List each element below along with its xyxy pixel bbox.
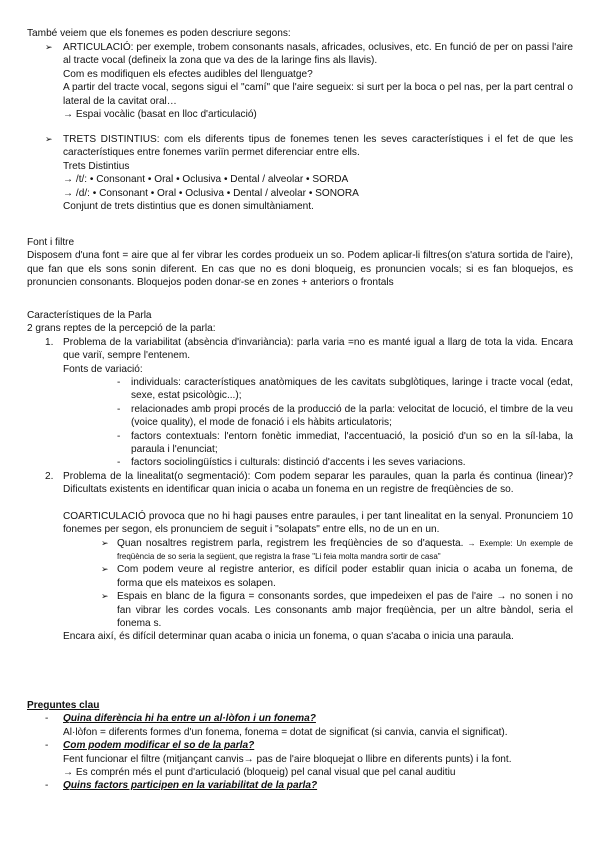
parla-item-2-text: Problema de la linealitat(o segmentació): Com podem separar les paraules, quan la parla és continua (linear)? Dificultats existents en identificar quan inicia o acaba un fonema en un registre de freqüències de so. xyxy=(63,470,573,496)
coart-item-main: Quan nosaltres registrem parla, registrem les freqüències de so d'aquesta. xyxy=(117,537,468,549)
font-variacio-item xyxy=(27,403,573,430)
articulacio-line-4: → Espai vocàlic (basat en lloc d'articulació) xyxy=(63,109,257,121)
font-variacio-item xyxy=(27,430,573,457)
trets-line-5: Conjunt de trets distintius que es donen simultàniament. xyxy=(63,201,314,213)
trets-line-3: → /t/: • Consonant • Oral • Oclusiva • Dental / alveolar • SORDA xyxy=(63,174,349,186)
question-text: Quins factors participen en la variabilitat de la parla? xyxy=(63,780,318,792)
coart-item xyxy=(27,590,573,630)
trets-section xyxy=(27,133,573,213)
parla-item-1-text: Problema de la variabilitat (absència d'invariància): parla varia =no es manté igual a llarg de tota la vida. Encara que variï, sempre l'entenem. xyxy=(63,336,573,362)
spacer xyxy=(63,497,573,510)
articulacio-line-3: A partir del tracte vocal, segons sigui el "camí" que l'aire segueix: si surt per la boca o pel nas, per la part central o lateral de la cavitat oral… xyxy=(63,82,573,107)
item-number: 1. xyxy=(45,336,54,348)
font-variacio-text: factors contextuals: l'entorn fonètic immediat, l'accentuació, la posició d'un so en la síl·laba, la paraula i l'enunciat; xyxy=(131,430,573,456)
arrow-bullet-icon: ➢ xyxy=(101,591,109,602)
answer-text: Fent funcionar el filtre (mitjançant canvis→ pas de l'aire bloquejat o llibre en diferents punts) i la font. xyxy=(63,753,512,765)
font-variacio-text: factors sociolingüístics i culturals: distinció d'accents i les seves variacions. xyxy=(131,457,466,469)
dash-bullet: - xyxy=(117,430,121,442)
font-title: Font i filtre xyxy=(27,237,75,248)
coart-item-example: → Exemple: Un exemple de freqüència de so seria la següent, que registra la frase "Li feia molta mandra sortir de casa" xyxy=(117,538,573,561)
trets-line-1: TRETS DISTINTIUS: com els diferents tipus de fonemes tenen les seves característiques i el fet de que les característiques entre fonemes variïn permet diferenciar entre ells. xyxy=(63,134,573,159)
trets-line-4: → /d/: • Consonant • Oral • Oclusiva • Dental / alveolar • SONORA xyxy=(63,187,359,199)
dash-bullet: - xyxy=(45,740,49,752)
parla-item-1 xyxy=(27,336,573,376)
closing-text: Encara així, és difícil determinar quan acaba o inicia un fonema, o quan s'acaba o inicia una paraula. xyxy=(63,631,514,643)
font-variacio-item xyxy=(27,456,573,469)
parla-section xyxy=(27,309,573,644)
closing-paragraph xyxy=(27,630,573,643)
font-variacio-text: relacionades amb propi procés de la producció de la parla: velocitat de locució, el timbre de la veu (voice quality), el mode de fonació i els hàbits articulatoris; xyxy=(131,403,573,429)
arrow-bullet-icon: ➢ xyxy=(101,564,109,575)
answer-text: → Es comprén més el punt d'articulació (bloqueig) pel canal visual que pel canal auditiu xyxy=(63,767,456,779)
dash-bullet: - xyxy=(117,403,121,415)
dash-bullet: - xyxy=(117,377,121,389)
question-item xyxy=(27,739,573,779)
articulacio-item xyxy=(27,41,573,121)
font-variacio-text: individuals: característiques anatòmiques de les cavitats subglòtiques, laringe i tracte vocal (edat, sexe, estat psicològic...); xyxy=(131,377,573,402)
coarticulacio-text: COARTICULACIÓ provoca que no hi hagi pauses entre paraules, i per tant linealitat en la senyal. Pronunciem 10 fonemes per segon, els pronunciem de seguit i "solapats" entre ells, no de un en un. xyxy=(63,510,573,536)
question-item xyxy=(27,779,573,792)
font-section xyxy=(27,236,573,290)
parla-title: Característiques de la Parla xyxy=(27,310,152,321)
articulacio-line-2: Com es modifiquen els efectes audibles del llenguatge? xyxy=(63,68,313,80)
trets-line-2: Trets Distintius xyxy=(63,160,130,172)
coart-item-text: Espais en blanc de la figura = consonants sordes, que impedeixen el pas de l'aire → no sonen i no fan vibrar les cordes vocals. Les consonants amb major freqüència, per un altre bàndol, seria el fonema s. xyxy=(117,591,573,629)
font-body: Disposem d'una font = aire que al fer vibrar les cordes produeix un so. Podem aplicar-li filtres(on s'atura sortida de l'aire), que fan que els sons sonin diferent. En cas que no es doni bloqueig, es pronuncien vocals; si es fan bloquejos, es pronuncien consonants. Bloquejos poden donar-se en zones + anteriors o frontals xyxy=(27,250,573,289)
dash-bullet: - xyxy=(45,780,49,792)
trets-item xyxy=(27,133,573,213)
parla-item-2 xyxy=(27,470,573,537)
dash-bullet: - xyxy=(45,713,49,725)
arrow-bullet-icon: ➢ xyxy=(45,134,53,144)
coart-item-text: Com podem veure al registre anterior, es difícil poder establir quan inicia o acaba un fonema, de forma que els mateixos es solapen. xyxy=(117,564,573,589)
preguntes-section xyxy=(27,699,573,793)
arrow-bullet-icon: ➢ xyxy=(101,537,109,548)
answer-text: Al·lòfon = diferents formes d'un fonema, fonema = dotat de significat (si canvia, canvia el significat). xyxy=(63,726,508,738)
preguntes-title: Preguntes clau xyxy=(27,700,100,711)
coart-item-text xyxy=(117,537,573,564)
dash-bullet: - xyxy=(117,457,121,469)
fonts-title: Fonts de variació: xyxy=(63,363,143,375)
coart-item xyxy=(27,563,573,590)
articulacio-section xyxy=(27,41,573,121)
question-text: Com podem modificar el so de la parla? xyxy=(63,740,255,752)
parla-intro: 2 grans reptes de la percepció de la parla: xyxy=(27,323,216,335)
question-item xyxy=(27,712,573,739)
font-variacio-item xyxy=(27,376,573,403)
item-number: 2. xyxy=(45,470,54,482)
intro-paragraph xyxy=(27,27,573,40)
articulacio-line-1: ARTICULACIÓ: per exemple, trobem consonants nasals, africades, oclusives, etc. En funció de per on passi l'aire al tracte vocal (defineix la zona que va des de la laringe fins als llavis). xyxy=(63,42,573,67)
intro-text: També veiem que els fonemes es poden descriure segons: xyxy=(27,28,291,39)
question-text: Quina diferència hi ha entre un al·lòfon i un fonema? xyxy=(63,713,316,725)
coart-item xyxy=(27,537,573,564)
arrow-bullet-icon: ➢ xyxy=(45,42,53,52)
